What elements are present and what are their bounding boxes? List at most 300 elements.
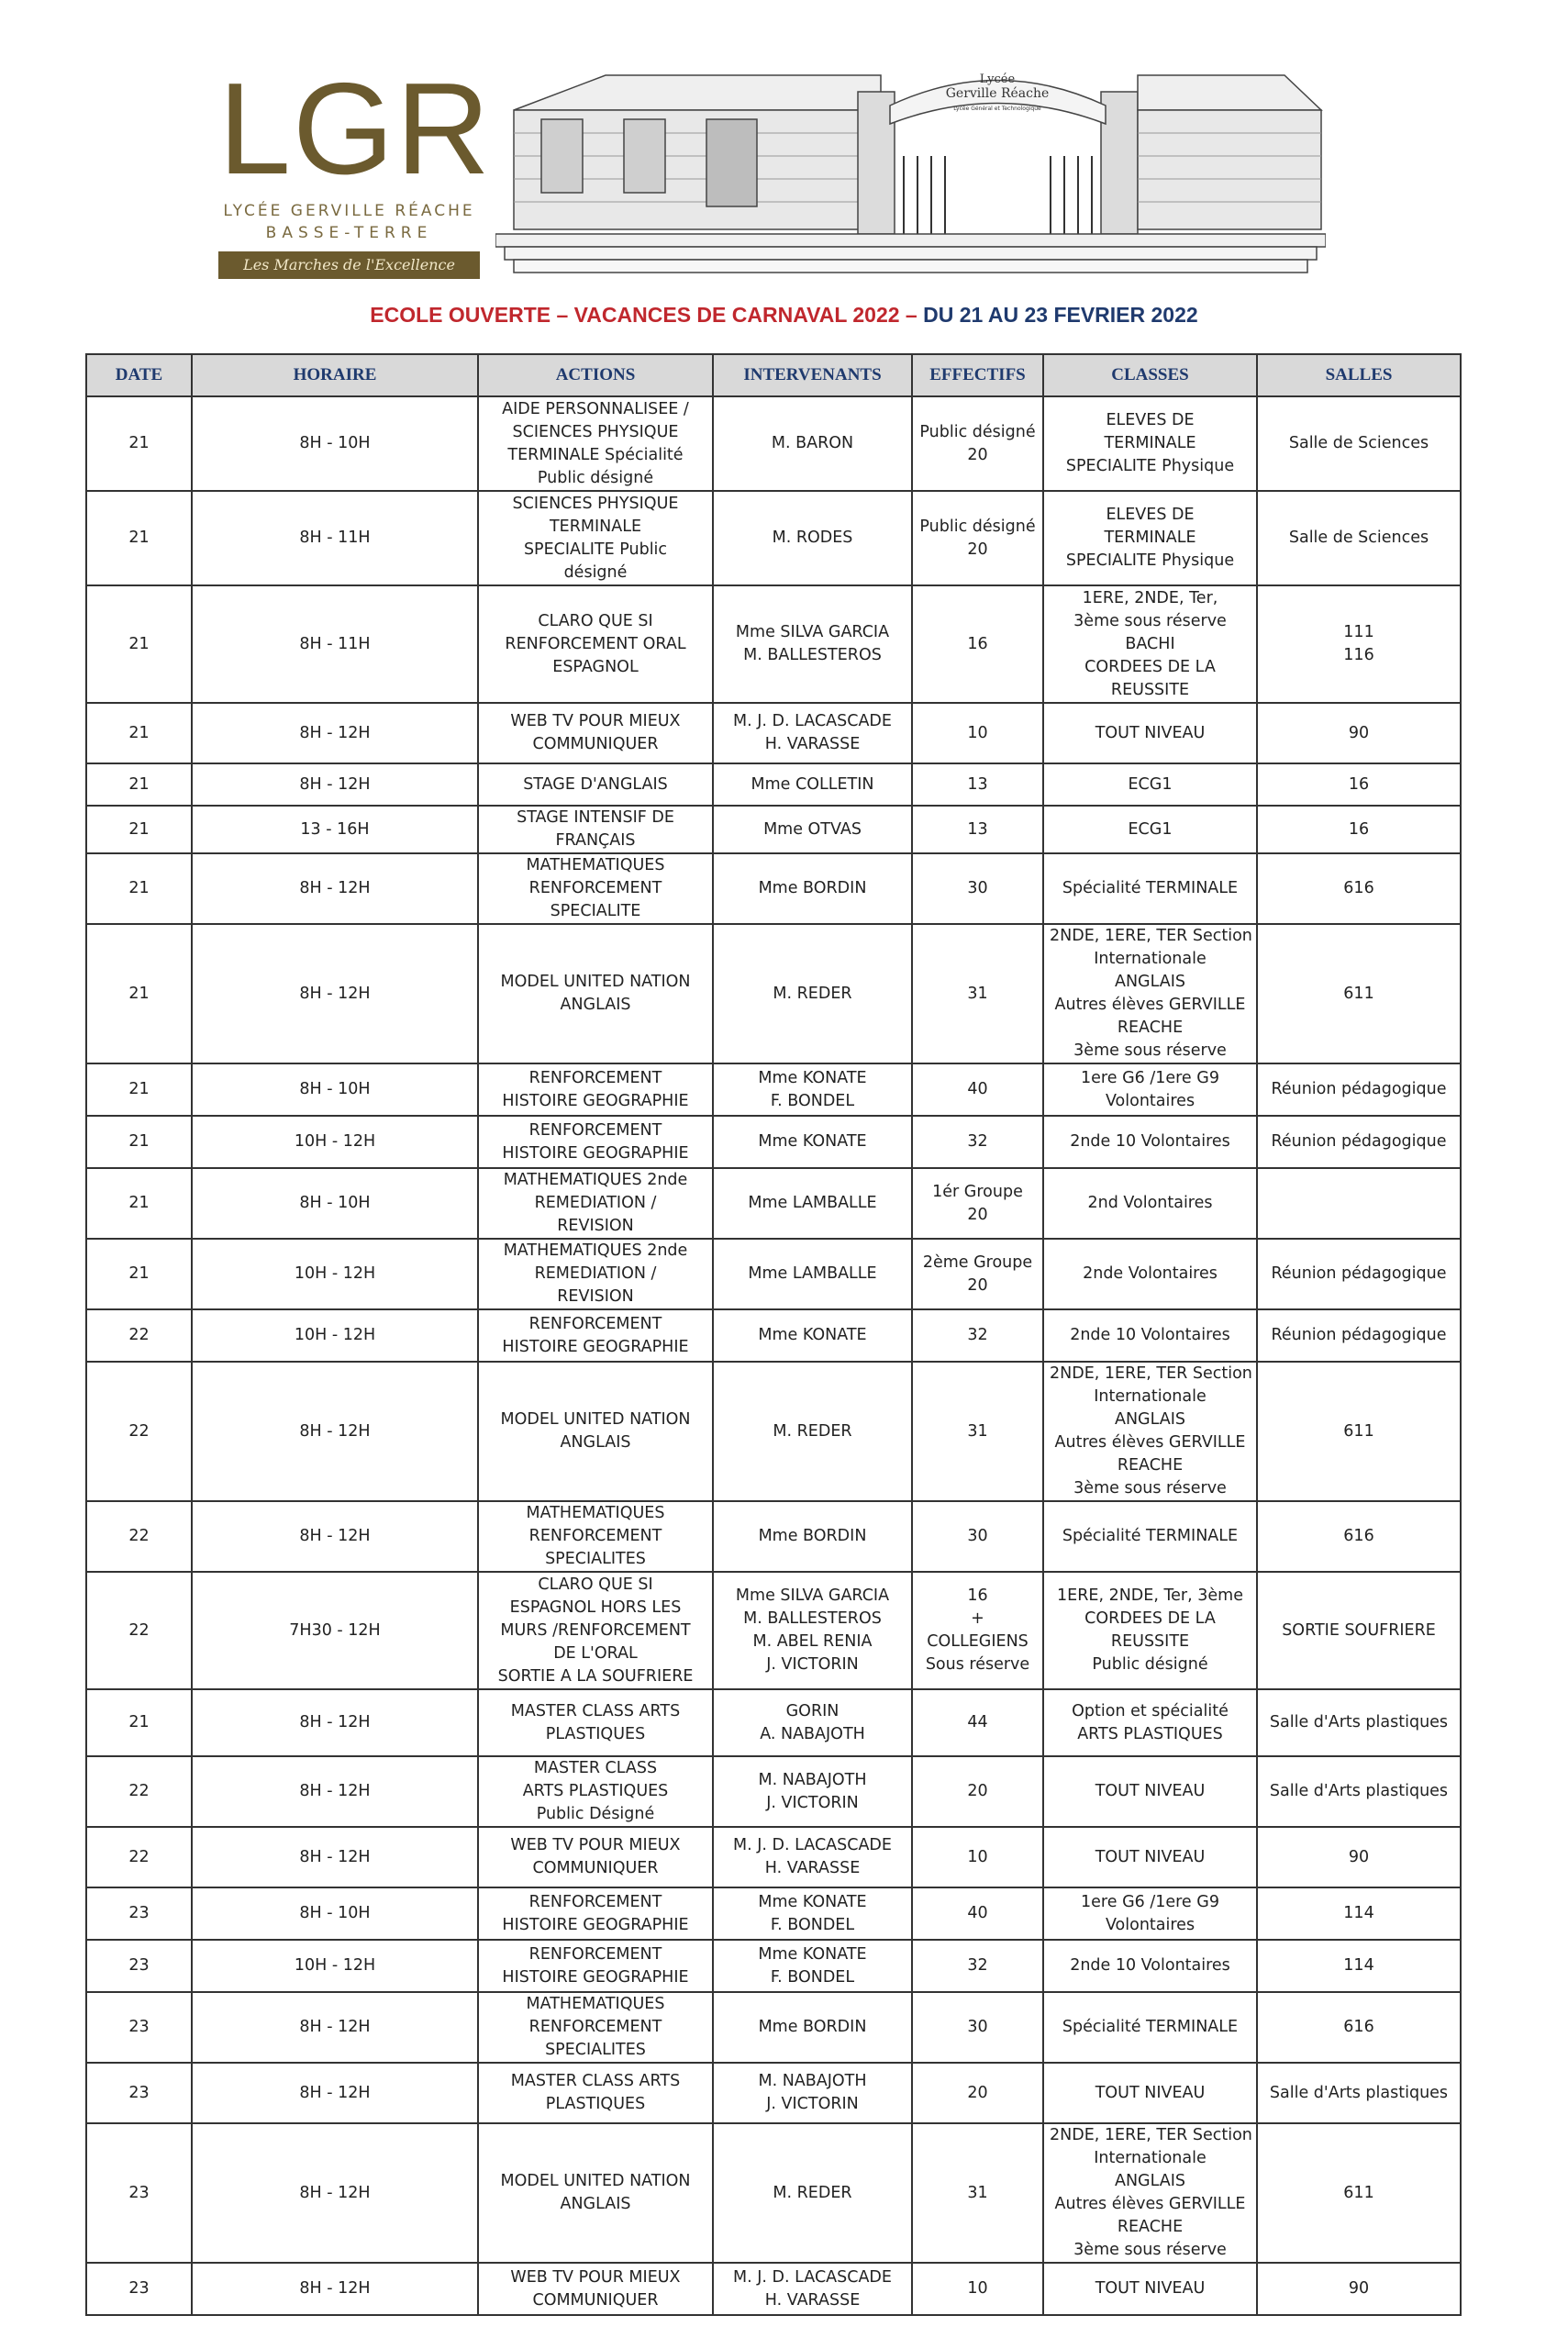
building-sign-line3: Lycée Général et Technologique: [953, 106, 1041, 112]
cell-line: 32: [967, 1326, 988, 1344]
cell-line: 2nde 10 Volontaires: [1070, 1326, 1230, 1344]
cell-intervenants: [713, 396, 912, 491]
cell-line: MASTER CLASS ARTS: [510, 1701, 681, 1720]
cell-line: 616: [1343, 1527, 1374, 1545]
cell-horaire: 8H - 12H: [192, 2123, 478, 2263]
cell-line: CORDEES DE LA: [1084, 1609, 1216, 1628]
cell-classes: [1043, 1063, 1257, 1116]
cell-actions: [478, 396, 713, 491]
cell-intervenants: [713, 703, 912, 763]
cell-line: Mme KONATE: [758, 1132, 867, 1151]
cell-line: TERMINALE: [549, 517, 642, 536]
cell-intervenants: [713, 1362, 912, 1501]
cell-line: MATHEMATIQUES 2nde: [503, 1241, 688, 1260]
cell-line: HISTOIRE GEOGRAPHIE: [502, 1337, 689, 1356]
cell-line: Salle d'Arts plastiques: [1269, 1782, 1449, 1800]
cell-line: HISTOIRE GEOGRAPHIE: [502, 1915, 689, 1934]
table-row: [86, 1827, 1461, 1887]
cell-line: Mme KONATE: [758, 1326, 867, 1344]
cell-intervenants: [713, 1116, 912, 1168]
cell-horaire: 8H - 10H: [192, 1168, 478, 1239]
cell-line: STAGE D'ANGLAIS: [523, 774, 668, 794]
cell-horaire: 8H - 12H: [192, 1827, 478, 1887]
cell-line: M. REDER: [773, 984, 852, 1003]
cell-line: TOUT NIVEAU: [1095, 1782, 1206, 1800]
cell-actions: [478, 1992, 713, 2063]
cell-line: REACHE: [1117, 2218, 1184, 2236]
cell-line: COMMUNIQUER: [532, 735, 659, 753]
cell-intervenants: [713, 1992, 912, 2063]
cell-salles: [1257, 1572, 1461, 1689]
cell-date: 21: [86, 1063, 192, 1116]
cell-line: 40: [967, 1904, 988, 1922]
table-row: [86, 1501, 1461, 1572]
cell-line: ECG1: [1128, 819, 1173, 839]
building-sign-line1: Lycée: [979, 72, 1016, 86]
cell-line: Mme LAMBALLE: [748, 1194, 877, 1212]
cell-date: 22: [86, 1362, 192, 1501]
cell-date: 21: [86, 396, 192, 491]
cell-horaire: 10H - 12H: [192, 1309, 478, 1362]
cell-date: 21: [86, 585, 192, 703]
cell-line: 1ér Groupe: [932, 1182, 1023, 1201]
cell-line: SPECIALITES: [545, 2041, 646, 2059]
cell-line: TOUT NIVEAU: [1095, 723, 1206, 742]
cell-date: 23: [86, 1992, 192, 2063]
cell-line: BACHI: [1125, 634, 1175, 653]
cell-line: Public désigné: [537, 468, 654, 487]
cell-line: Réunion pédagogique: [1271, 1132, 1447, 1151]
cell-classes: [1043, 2263, 1257, 2315]
cell-line: GORIN: [785, 1701, 840, 1720]
cell-line: COMMUNIQUER: [532, 1859, 659, 1877]
cell-line: Public désigné: [919, 517, 1036, 536]
cell-line: SPECIALITE Public: [523, 540, 668, 559]
cell-actions: [478, 1827, 713, 1887]
cell-effectifs: [912, 1689, 1043, 1756]
cell-line: 31: [967, 1421, 988, 1441]
cell-line: WEB TV POUR MIEUX: [510, 1836, 681, 1854]
cell-line: Volontaires: [1105, 1091, 1195, 1110]
table-row: [86, 396, 1461, 491]
cell-horaire: 7H30 - 12H: [192, 1572, 478, 1689]
cell-intervenants: [713, 1309, 912, 1362]
cell-horaire: 8H - 10H: [192, 1887, 478, 1940]
cell-line: Internationale: [1094, 950, 1207, 968]
cell-line: Mme BORDIN: [758, 879, 867, 897]
cell-line: 20: [967, 540, 988, 559]
cell-classes: [1043, 924, 1257, 1063]
cell-line: Mme LAMBALLE: [748, 1264, 877, 1283]
school-building-illustration: [495, 55, 1326, 284]
cell-line: 10: [967, 1847, 988, 1866]
cell-actions: [478, 924, 713, 1063]
header-salles: SALLES: [1257, 354, 1461, 396]
schedule-table: [85, 353, 1462, 2316]
cell-line: MATHEMATIQUES: [526, 1504, 665, 1522]
header-date: DATE: [86, 354, 192, 396]
cell-effectifs: [912, 2263, 1043, 2315]
cell-line: J. VICTORIN: [766, 1655, 859, 1674]
cell-salles: [1257, 1827, 1461, 1887]
cell-line: 20: [967, 1275, 988, 1295]
cell-intervenants: [713, 1063, 912, 1116]
cell-line: 31: [967, 984, 988, 1003]
cell-line: 2NDE, 1ERE, TER Section: [1050, 1364, 1252, 1383]
cell-line: Public désigné: [919, 422, 1036, 441]
cell-horaire: 10H - 12H: [192, 1239, 478, 1309]
cell-horaire: 10H - 12H: [192, 1940, 478, 1992]
cell-line: RENFORCEMENT ORAL: [505, 634, 686, 653]
cell-actions: [478, 491, 713, 585]
cell-line: Mme OTVAS: [763, 819, 862, 839]
table-row: [86, 853, 1461, 924]
cell-line: 1ERE, 2NDE, Ter, 3ème: [1057, 1586, 1243, 1605]
cell-salles: [1257, 2123, 1461, 2263]
cell-intervenants: [713, 1572, 912, 1689]
cell-line: 2nde 10 Volontaires: [1070, 1132, 1230, 1151]
cell-intervenants: [713, 1940, 912, 1992]
table-row: [86, 1063, 1461, 1116]
table-row: [86, 1572, 1461, 1689]
cell-line: Mme KONATE: [758, 1892, 867, 1911]
cell-line: ESPAGNOL HORS LES: [509, 1598, 682, 1617]
cell-classes: [1043, 1501, 1257, 1572]
cell-line: TOUT NIVEAU: [1095, 2279, 1206, 2298]
cell-line: 30: [967, 879, 988, 897]
cell-line: REACHE: [1117, 1019, 1184, 1037]
cell-intervenants: [713, 763, 912, 806]
header-intervenants: INTERVENANTS: [713, 354, 912, 396]
cell-line: 10: [967, 2279, 988, 2298]
cell-line: ANGLAIS: [560, 996, 631, 1014]
cell-salles: [1257, 1116, 1461, 1168]
cell-line: Autres élèves GERVILLE: [1054, 2195, 1246, 2213]
cell-line: 1ere G6 /1ere G9: [1081, 1068, 1219, 1087]
cell-line: Volontaires: [1105, 1915, 1195, 1934]
cell-line: SCIENCES PHYSIQUE: [512, 422, 679, 441]
table-row: [86, 2123, 1461, 2263]
cell-horaire: 8H - 12H: [192, 1362, 478, 1501]
cell-line: 20: [967, 2083, 988, 2102]
cell-line: Mme BORDIN: [758, 1527, 867, 1545]
cell-horaire: 10H - 12H: [192, 1116, 478, 1168]
cell-effectifs: [912, 585, 1043, 703]
cell-effectifs: [912, 1572, 1043, 1689]
cell-line: Internationale: [1094, 2149, 1207, 2167]
cell-line: F. BONDEL: [770, 1915, 855, 1934]
cell-line: ESPAGNOL: [552, 657, 639, 676]
cell-line: REVISION: [557, 1287, 634, 1306]
cell-effectifs: [912, 1940, 1043, 1992]
cell-line: M. BALLESTEROS: [743, 1609, 882, 1628]
cell-line: 611: [1343, 2183, 1374, 2202]
header-horaire: HORAIRE: [192, 354, 478, 396]
cell-salles: [1257, 1940, 1461, 1992]
cell-line: ANGLAIS: [1114, 1410, 1185, 1429]
logo-motto: Les Marches de l'Excellence: [218, 251, 480, 279]
cell-classes: [1043, 806, 1257, 853]
cell-classes: [1043, 1940, 1257, 1992]
cell-line: WEB TV POUR MIEUX: [510, 2267, 681, 2287]
cell-line: ARTS PLASTIQUES: [522, 1782, 669, 1800]
cell-line: M. J. D. LACASCADE: [733, 712, 892, 730]
cell-line: 2nde Volontaires: [1083, 1264, 1218, 1283]
cell-line: A. NABAJOTH: [760, 1724, 865, 1743]
cell-line: 30: [967, 1527, 988, 1545]
cell-effectifs: [912, 763, 1043, 806]
cell-date: 23: [86, 2063, 192, 2123]
cell-line: RENFORCEMENT: [528, 1068, 662, 1087]
cell-line: SPECIALITE: [550, 902, 641, 920]
cell-line: Salle d'Arts plastiques: [1269, 1713, 1449, 1731]
cell-line: CLARO QUE SI: [538, 611, 653, 630]
cell-horaire: 13 - 16H: [192, 806, 478, 853]
cell-date: 22: [86, 1756, 192, 1827]
cell-intervenants: [713, 1756, 912, 1827]
cell-line: Autres élèves GERVILLE: [1054, 996, 1246, 1014]
cell-horaire: 8H - 11H: [192, 585, 478, 703]
table-row: [86, 491, 1461, 585]
cell-salles: [1257, 1063, 1461, 1116]
cell-line: 2ème Groupe: [922, 1252, 1033, 1272]
cell-line: Mme COLLETIN: [751, 774, 874, 794]
cell-effectifs: [912, 1239, 1043, 1309]
cell-line: CLARO QUE SI: [538, 1575, 653, 1594]
cell-classes: [1043, 1992, 1257, 2063]
table-row: [86, 1116, 1461, 1168]
cell-line: 3ème sous réserve: [1073, 1041, 1227, 1060]
cell-line: J. VICTORIN: [766, 2095, 859, 2113]
cell-line: M. NABAJOTH: [758, 2072, 867, 2090]
cell-actions: [478, 1063, 713, 1116]
cell-classes: [1043, 2063, 1257, 2123]
table-row: [86, 806, 1461, 853]
cell-line: FRANÇAIS: [555, 831, 636, 850]
cell-actions: [478, 1116, 713, 1168]
cell-line: ANGLAIS: [560, 2195, 631, 2213]
cell-line: Public désigné: [1092, 1655, 1208, 1674]
cell-actions: [478, 1239, 713, 1309]
cell-line: M. BARON: [771, 434, 854, 452]
cell-line: SPECIALITES: [545, 1550, 646, 1568]
cell-line: 114: [1343, 1904, 1374, 1922]
cell-date: 23: [86, 2123, 192, 2263]
cell-line: 616: [1343, 879, 1374, 897]
cell-line: 90: [1348, 2279, 1370, 2298]
cell-horaire: 8H - 12H: [192, 2263, 478, 2315]
cell-classes: [1043, 1239, 1257, 1309]
cell-line: 90: [1348, 1847, 1370, 1866]
cell-horaire: 8H - 10H: [192, 1063, 478, 1116]
cell-line: REMEDIATION /: [534, 1264, 657, 1283]
cell-actions: [478, 806, 713, 853]
cell-date: 21: [86, 1689, 192, 1756]
cell-date: 23: [86, 2263, 192, 2315]
cell-line: RENFORCEMENT: [528, 2018, 662, 2036]
cell-line: SORTIE A LA SOUFRIERE: [497, 1666, 694, 1686]
cell-line: Spécialité TERMINALE: [1062, 879, 1239, 897]
cell-line: HISTOIRE GEOGRAPHIE: [502, 1143, 689, 1163]
cell-classes: [1043, 1827, 1257, 1887]
cell-line: 31: [967, 2183, 988, 2202]
cell-salles: [1257, 2063, 1461, 2123]
cell-line: Spécialité TERMINALE: [1062, 1527, 1239, 1545]
cell-line: M. J. D. LACASCADE: [733, 1836, 892, 1854]
cell-effectifs: [912, 1992, 1043, 2063]
cell-actions: [478, 1887, 713, 1940]
cell-line: COLLEGIENS: [927, 1632, 1029, 1651]
cell-classes: [1043, 1572, 1257, 1689]
cell-line: CORDEES DE LA: [1084, 657, 1216, 676]
cell-line: M. RODES: [772, 529, 853, 547]
cell-salles: [1257, 853, 1461, 924]
cell-line: Public Désigné: [536, 1805, 655, 1823]
table-row: [86, 1887, 1461, 1940]
cell-line: Mme KONATE: [758, 1944, 867, 1964]
title-dates: DU 21 AU 23 FEVRIER 2022: [923, 303, 1198, 327]
page-header: [0, 0, 1568, 294]
cell-line: 20: [967, 1782, 988, 1800]
cell-classes: [1043, 1887, 1257, 1940]
cell-line: COMMUNIQUER: [532, 2290, 659, 2310]
cell-line: 16: [1348, 774, 1370, 794]
cell-actions: [478, 1362, 713, 1501]
cell-line: 611: [1343, 1421, 1374, 1441]
cell-line: Autres élèves GERVILLE: [1054, 1433, 1246, 1452]
cell-line: 3ème sous réserve: [1073, 1479, 1227, 1497]
cell-classes: [1043, 1168, 1257, 1239]
cell-classes: [1043, 1689, 1257, 1756]
cell-line: M. REDER: [773, 2183, 852, 2202]
cell-salles: [1257, 396, 1461, 491]
cell-classes: [1043, 396, 1257, 491]
cell-line: Option et spécialité: [1072, 1701, 1229, 1720]
table-row: [86, 1992, 1461, 2063]
cell-line: PLASTIQUES: [545, 1724, 646, 1743]
cell-line: 1ERE, 2NDE, Ter,: [1082, 588, 1218, 607]
cell-intervenants: [713, 1887, 912, 1940]
cell-salles: [1257, 1992, 1461, 2063]
title-main: ECOLE OUVERTE – VACANCES DE CARNAVAL 2022 –: [370, 303, 917, 327]
cell-line: ELEVES DE: [1106, 411, 1195, 429]
cell-horaire: 8H - 11H: [192, 491, 478, 585]
cell-line: SPECIALITE Physique: [1065, 457, 1235, 475]
cell-intervenants: [713, 2263, 912, 2315]
cell-line: Réunion pédagogique: [1271, 1326, 1447, 1344]
cell-line: désigné: [563, 562, 628, 582]
cell-intervenants: [713, 806, 912, 853]
cell-intervenants: [713, 1168, 912, 1239]
cell-line: M. REDER: [773, 1421, 852, 1441]
cell-date: 21: [86, 763, 192, 806]
cell-line: F. BONDEL: [770, 1967, 855, 1987]
cell-line: 3ème sous réserve: [1073, 2241, 1227, 2259]
cell-line: M. J. D. LACASCADE: [733, 2267, 892, 2287]
table-row: [86, 1309, 1461, 1362]
cell-horaire: 8H - 12H: [192, 703, 478, 763]
cell-line: RENFORCEMENT: [528, 1527, 662, 1545]
cell-intervenants: [713, 585, 912, 703]
cell-classes: [1043, 703, 1257, 763]
cell-date: 22: [86, 1827, 192, 1887]
cell-salles: [1257, 1362, 1461, 1501]
cell-horaire: 8H - 12H: [192, 2063, 478, 2123]
cell-line: ARTS PLASTIQUES: [1077, 1724, 1223, 1743]
cell-date: 21: [86, 853, 192, 924]
cell-line: SPECIALITE Physique: [1065, 551, 1235, 570]
cell-salles: [1257, 1887, 1461, 1940]
cell-classes: [1043, 1362, 1257, 1501]
cell-intervenants: [713, 1689, 912, 1756]
cell-date: 21: [86, 1116, 192, 1168]
cell-salles: [1257, 1239, 1461, 1309]
building-sign-line2: Gerville Réache: [945, 86, 1050, 101]
cell-line: Salle de Sciences: [1288, 434, 1429, 452]
table-header-row: [86, 354, 1461, 396]
cell-intervenants: [713, 1501, 912, 1572]
cell-date: 21: [86, 1239, 192, 1309]
cell-actions: [478, 2063, 713, 2123]
cell-line: 1ere G6 /1ere G9: [1081, 1892, 1219, 1911]
cell-line: RENFORCEMENT: [528, 1314, 662, 1333]
cell-salles: [1257, 924, 1461, 1063]
cell-intervenants: [713, 853, 912, 924]
cell-line: J. VICTORIN: [766, 1793, 859, 1812]
cell-line: HISTOIRE GEOGRAPHIE: [502, 1967, 689, 1987]
cell-line: 32: [967, 1956, 988, 1975]
logo-letters: LGR: [218, 56, 492, 202]
cell-line: RENFORCEMENT: [528, 879, 662, 897]
cell-intervenants: [713, 924, 912, 1063]
cell-line: 32: [967, 1132, 988, 1151]
cell-actions: [478, 763, 713, 806]
cell-date: 21: [86, 806, 192, 853]
cell-effectifs: [912, 1309, 1043, 1362]
cell-actions: [478, 1572, 713, 1689]
cell-horaire: 8H - 12H: [192, 1756, 478, 1827]
cell-line: Mme SILVA GARCIA: [735, 1586, 890, 1605]
cell-line: 90: [1348, 723, 1370, 742]
cell-salles: [1257, 1168, 1461, 1239]
cell-date: 22: [86, 1572, 192, 1689]
cell-line: +: [971, 1609, 984, 1628]
cell-line: ELEVES DE: [1106, 506, 1195, 524]
cell-line: ANGLAIS: [1114, 973, 1185, 991]
cell-line: MODEL UNITED NATION: [500, 2172, 691, 2190]
cell-salles: [1257, 585, 1461, 703]
cell-actions: [478, 853, 713, 924]
cell-classes: [1043, 763, 1257, 806]
cell-effectifs: [912, 1168, 1043, 1239]
cell-line: REUSSITE: [1110, 1632, 1190, 1651]
cell-effectifs: [912, 396, 1043, 491]
cell-line: 16: [967, 634, 988, 653]
cell-actions: [478, 1756, 713, 1827]
table-row: [86, 1689, 1461, 1756]
cell-line: MATHEMATIQUES 2nde: [503, 1171, 688, 1189]
cell-actions: [478, 2123, 713, 2263]
cell-effectifs: [912, 1116, 1043, 1168]
cell-intervenants: [713, 1827, 912, 1887]
cell-salles: [1257, 1501, 1461, 1572]
cell-salles: [1257, 763, 1461, 806]
cell-date: 23: [86, 1940, 192, 1992]
cell-salles: [1257, 1756, 1461, 1827]
cell-actions: [478, 703, 713, 763]
cell-intervenants: [713, 1239, 912, 1309]
cell-date: 22: [86, 1309, 192, 1362]
